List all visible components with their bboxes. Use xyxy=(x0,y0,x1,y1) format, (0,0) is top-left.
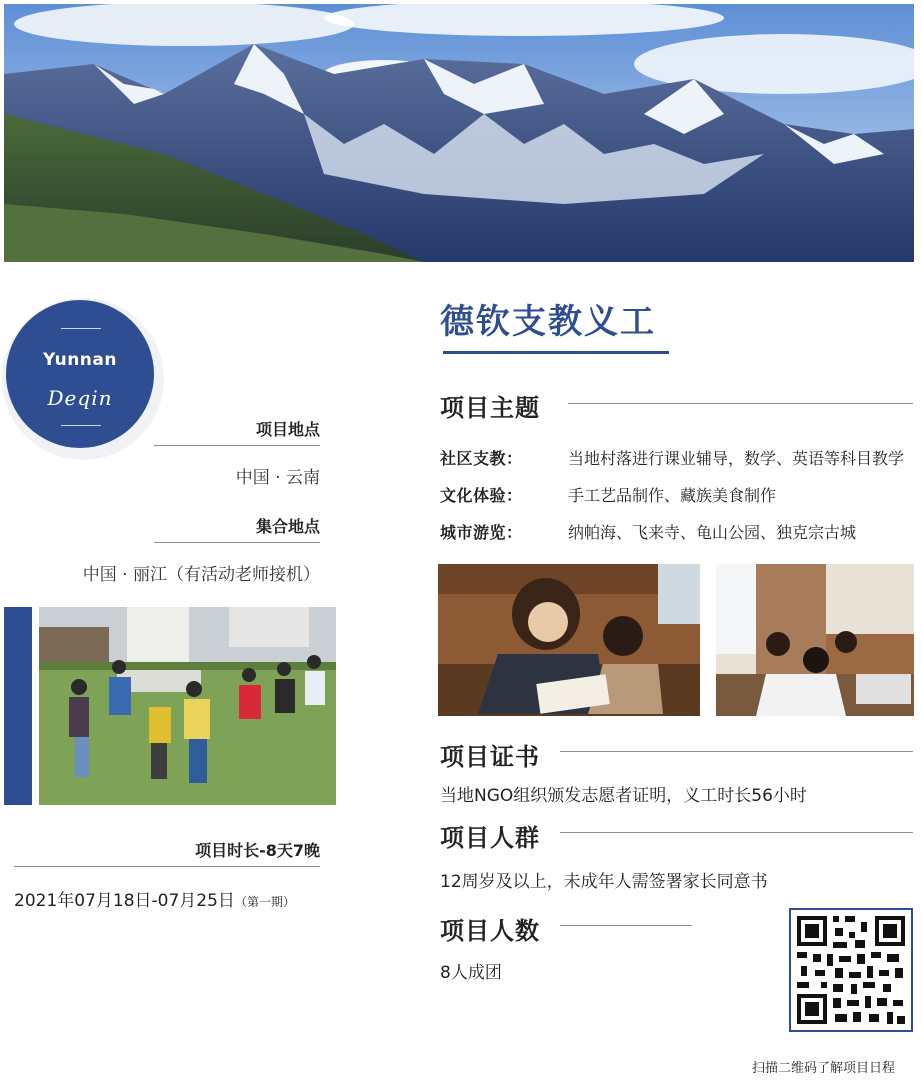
location-label: 项目地点 xyxy=(255,420,320,439)
accent-bar xyxy=(4,607,32,805)
theme-row-value: 纳帕海、飞来寺、龟山公园、独克宗古城 xyxy=(568,523,857,542)
classroom-photo xyxy=(716,564,914,716)
theme-row-label: 社区支教： xyxy=(440,449,523,468)
group-heading: 项目人数 xyxy=(440,917,540,945)
title-underline xyxy=(443,351,669,354)
tutoring-photo xyxy=(438,564,700,716)
theme-heading: 项目主题 xyxy=(440,394,540,422)
gathering-label: 集合地点 xyxy=(255,517,320,536)
children-playing-photo xyxy=(39,607,336,805)
group-rule xyxy=(560,925,692,926)
duration-dates: 2021年07月18日-07月25日 xyxy=(14,891,235,911)
location-badge xyxy=(6,300,154,448)
badge-deqin: Deqin xyxy=(47,386,113,410)
gathering-value: 中国 · 丽江（有活动老师接机） xyxy=(82,565,320,585)
theme-row-label: 文化体验： xyxy=(440,486,523,505)
hero-mountain-image xyxy=(4,4,914,262)
certificate-heading: 项目证书 xyxy=(440,743,540,771)
gathering-rule xyxy=(154,542,320,543)
badge-yunnan: Yunnan xyxy=(43,350,117,370)
certificate-rule xyxy=(560,751,913,752)
theme-row-value: 手工艺品制作、藏族美食制作 xyxy=(568,486,777,505)
certificate-text: 当地NGO组织颁发志愿者证明，义工时长56小时 xyxy=(440,786,807,806)
location-value: 中国 · 云南 xyxy=(235,468,320,488)
duration-rule xyxy=(14,866,320,867)
theme-row-label: 城市游览： xyxy=(440,523,523,542)
badge-divider-top xyxy=(61,328,101,329)
badge-divider-bottom xyxy=(61,425,101,426)
audience-heading: 项目人群 xyxy=(440,824,540,852)
audience-text: 12周岁及以上，未成年人需签署家长同意书 xyxy=(440,872,768,892)
page-title: 德钦支教义工 xyxy=(440,302,656,342)
audience-rule xyxy=(560,832,913,833)
qr-code[interactable] xyxy=(789,908,913,1032)
duration-period: （第一期） xyxy=(234,895,295,909)
qr-caption: 扫描二维码了解项目日程 xyxy=(752,1061,896,1076)
location-rule xyxy=(154,445,320,446)
duration-dates-line xyxy=(14,886,295,911)
theme-rule xyxy=(568,403,913,404)
group-text: 8人成团 xyxy=(440,963,502,983)
duration-label: 项目时长-8天7晚 xyxy=(195,841,320,860)
theme-row-value: 当地村落进行课业辅导，数学、英语等科目教学 xyxy=(568,449,905,468)
